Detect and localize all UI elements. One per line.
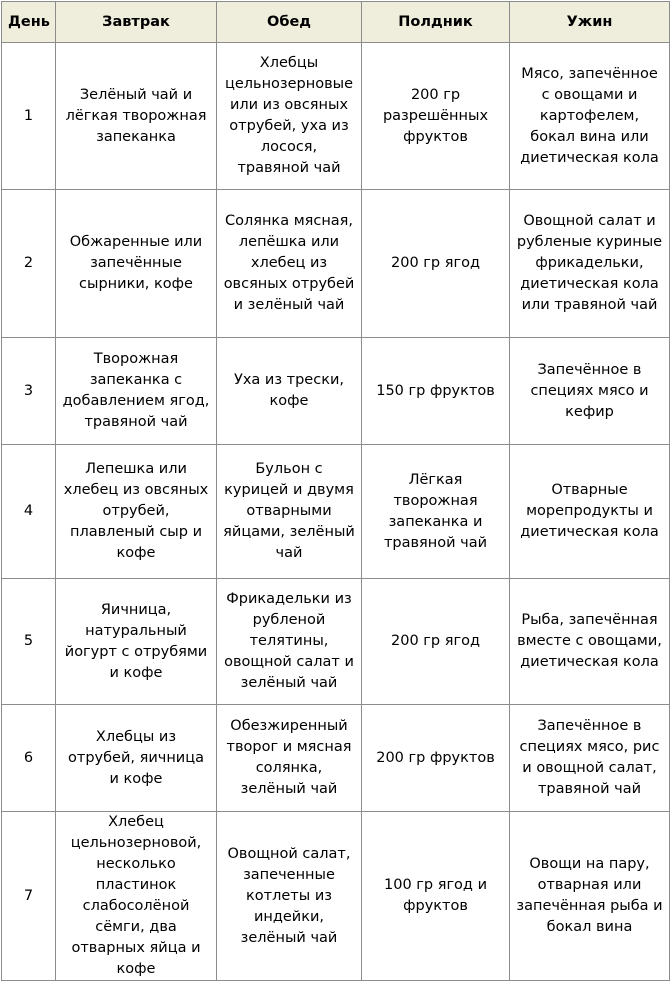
breakfast-cell: Обжаренные или запечённые сырники, кофе — [56, 190, 217, 338]
day-cell: 4 — [2, 445, 56, 579]
dinner-cell: Овощи на пару, отварная или запечённая рыба и бокал вина — [510, 812, 670, 981]
table-header — [2, 2, 670, 43]
snack-cell: 200 гр ягод — [362, 190, 510, 338]
header-snack: Полдник — [362, 2, 510, 43]
header-day: День — [2, 2, 56, 43]
table-row — [2, 705, 670, 812]
lunch-cell: Бульон с курицей и двумя отварными яйцами, зелёный чай — [217, 445, 362, 579]
breakfast-cell: Хлебцы из отрубей, яичница и кофе — [56, 705, 217, 812]
table-row — [2, 43, 670, 190]
snack-cell: Лёгкая творожная запеканка и травяной чай — [362, 445, 510, 579]
table-row — [2, 812, 670, 981]
breakfast-cell: Зелёный чай и лёгкая творожная запеканка — [56, 43, 217, 190]
lunch-cell: Уха из трески, кофе — [217, 338, 362, 445]
breakfast-cell: Яичница, натуральный йогурт с отрубями и кофе — [56, 579, 217, 705]
lunch-cell: Солянка мясная, лепёшка или хлебец из овсяных отрубей и зелёный чай — [217, 190, 362, 338]
snack-cell: 150 гр фруктов — [362, 338, 510, 445]
snack-cell: 200 гр ягод — [362, 579, 510, 705]
dinner-cell: Овощной салат и рубленые куриные фрикадельки, диетическая кола или травяной чай — [510, 190, 670, 338]
lunch-cell: Хлебцы цельнозерновые или из овсяных отрубей, уха из лосося, травяной чай — [217, 43, 362, 190]
snack-cell: 100 гр ягод и фруктов — [362, 812, 510, 981]
day-cell: 5 — [2, 579, 56, 705]
snack-cell: 200 гр фруктов — [362, 705, 510, 812]
table-row — [2, 445, 670, 579]
table-body — [2, 43, 670, 981]
header-dinner: Ужин — [510, 2, 670, 43]
dinner-cell: Запечённое в специях мясо, рис и овощной салат, травяной чай — [510, 705, 670, 812]
breakfast-cell: Хлебец цельнозерновой, несколько пластинок слабосолёной сёмги, два отварных яйца и кофе — [56, 812, 217, 981]
diet-menu-table — [1, 1, 670, 981]
day-cell: 1 — [2, 43, 56, 190]
dinner-cell: Отварные морепродукты и диетическая кола — [510, 445, 670, 579]
lunch-cell: Овощной салат, запеченные котлеты из индейки, зелёный чай — [217, 812, 362, 981]
dinner-cell: Мясо, запечённое с овощами и картофелем, бокал вина или диетическая кола — [510, 43, 670, 190]
header-row — [2, 2, 670, 43]
table-row — [2, 338, 670, 445]
dinner-cell: Запечённое в специях мясо и кефир — [510, 338, 670, 445]
table-row — [2, 190, 670, 338]
day-cell: 3 — [2, 338, 56, 445]
lunch-cell: Фрикадельки из рубленой телятины, овощной салат и зелёный чай — [217, 579, 362, 705]
table-row — [2, 579, 670, 705]
lunch-cell: Обезжиренный творог и мясная солянка, зелёный чай — [217, 705, 362, 812]
header-breakfast: Завтрак — [56, 2, 217, 43]
breakfast-cell: Лепешка или хлебец из овсяных отрубей, плавленый сыр и кофе — [56, 445, 217, 579]
header-lunch: Обед — [217, 2, 362, 43]
day-cell: 2 — [2, 190, 56, 338]
breakfast-cell: Творожная запеканка с добавлением ягод, травяной чай — [56, 338, 217, 445]
day-cell: 6 — [2, 705, 56, 812]
dinner-cell: Рыба, запечённая вместе с овощами, диетическая кола — [510, 579, 670, 705]
day-cell: 7 — [2, 812, 56, 981]
snack-cell: 200 гр разрешённых фруктов — [362, 43, 510, 190]
